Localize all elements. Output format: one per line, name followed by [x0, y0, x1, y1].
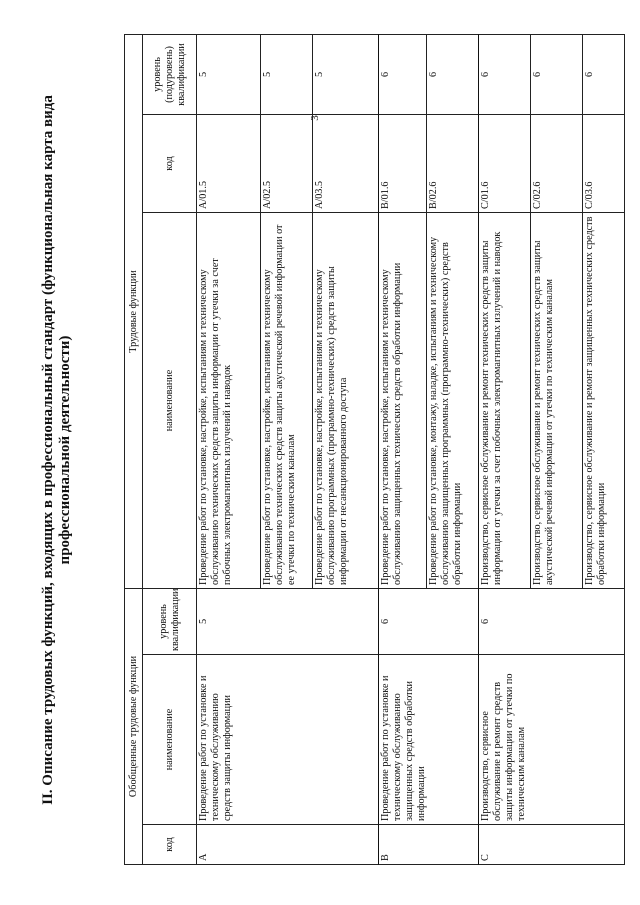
function-code: А/02.5	[261, 114, 313, 212]
function-code: В/01.6	[379, 114, 427, 212]
function-level: 5	[313, 34, 379, 114]
group-code: С	[479, 825, 625, 865]
function-level: 6	[427, 34, 479, 114]
function-level: 6	[379, 34, 427, 114]
function-name: Проведение работ по установке, монтажу, наладке, испытаниям и техническому обслуживанию защищенных программных (программно-технических) средств обработки информации	[427, 212, 479, 588]
function-code: А/01.5	[197, 114, 261, 212]
page-title: II. Описание трудовых функций, входящих в профессиональный стандарт (функциональная карта вида профессиональной деятельности)	[40, 95, 73, 805]
function-level: 5	[197, 34, 261, 114]
header-code: код	[143, 825, 197, 865]
group-code: А	[197, 825, 379, 865]
function-name: Проведение работ по установке, настройке, испытаниям и техническому обслуживанию программных (программно-технических) средств защиты информации от несанкционированного доступа	[313, 212, 379, 588]
function-name: Производство, сервисное обслуживание и ремонт технических средств защиты акустической речевой информации от утечки по техническим каналам	[531, 212, 583, 588]
group-name: Производство, сервисное обслуживание и ремонт средств защиты информации от утечки по техническим каналам	[479, 655, 625, 825]
function-level: 5	[261, 34, 313, 114]
page-number: 3	[308, 115, 321, 121]
group-level: 6	[479, 588, 625, 654]
function-name: Проведение работ по установке, настройке, испытаниям и техническому обслуживанию технических средств защиты акустической речевой информации от ее утечки по техническим каналам	[261, 212, 313, 588]
group-level: 5	[197, 588, 379, 654]
function-name: Проведение работ по установке, настройке, испытаниям и техническому обслуживанию технических средств защиты информации от утечки за счет побочных электромагнитных излучений и наводок	[197, 212, 261, 588]
function-name: Производство, сервисное обслуживание и ремонт технических средств защиты информации от утечки за счет побочных электромагнитных излучений и наводок	[479, 212, 531, 588]
group-name: Проведение работ по установке и техническому обслуживанию защищенных средств обработки информации	[379, 655, 479, 825]
header-sublevel: уровень (подуровень) квалификации	[143, 34, 197, 114]
function-name: Проведение работ по установке, настройке, испытаниям и техническому обслуживанию защищенных технических средств обработки информации	[379, 212, 427, 588]
functional-map-table	[124, 34, 625, 865]
header-level: уровень квалификации	[143, 588, 197, 654]
group-code: В	[379, 825, 479, 865]
function-code: А/03.5	[313, 114, 379, 212]
function-code: В/02.6	[427, 114, 479, 212]
header-name: наименование	[143, 655, 197, 825]
function-name: Производство, сервисное обслуживание и ремонт защищенных технических средств обработки информации	[583, 212, 625, 588]
header-generalized-functions: Обобщенные трудовые функции	[125, 588, 143, 864]
function-code: С/03.6	[583, 114, 625, 212]
group-name: Проведение работ по установке и техническому обслуживанию средств защиты информации	[197, 655, 379, 825]
function-level: 6	[531, 34, 583, 114]
rotated-page-content	[40, 29, 615, 870]
group-level: 6	[379, 588, 479, 654]
function-code: С/01.6	[479, 114, 531, 212]
function-level: 6	[479, 34, 531, 114]
function-code: С/02.6	[531, 114, 583, 212]
header-function-code: код	[143, 114, 197, 212]
header-function-name: наименование	[143, 212, 197, 588]
function-level: 6	[583, 34, 625, 114]
header-labor-functions: Трудовые функции	[125, 34, 143, 588]
